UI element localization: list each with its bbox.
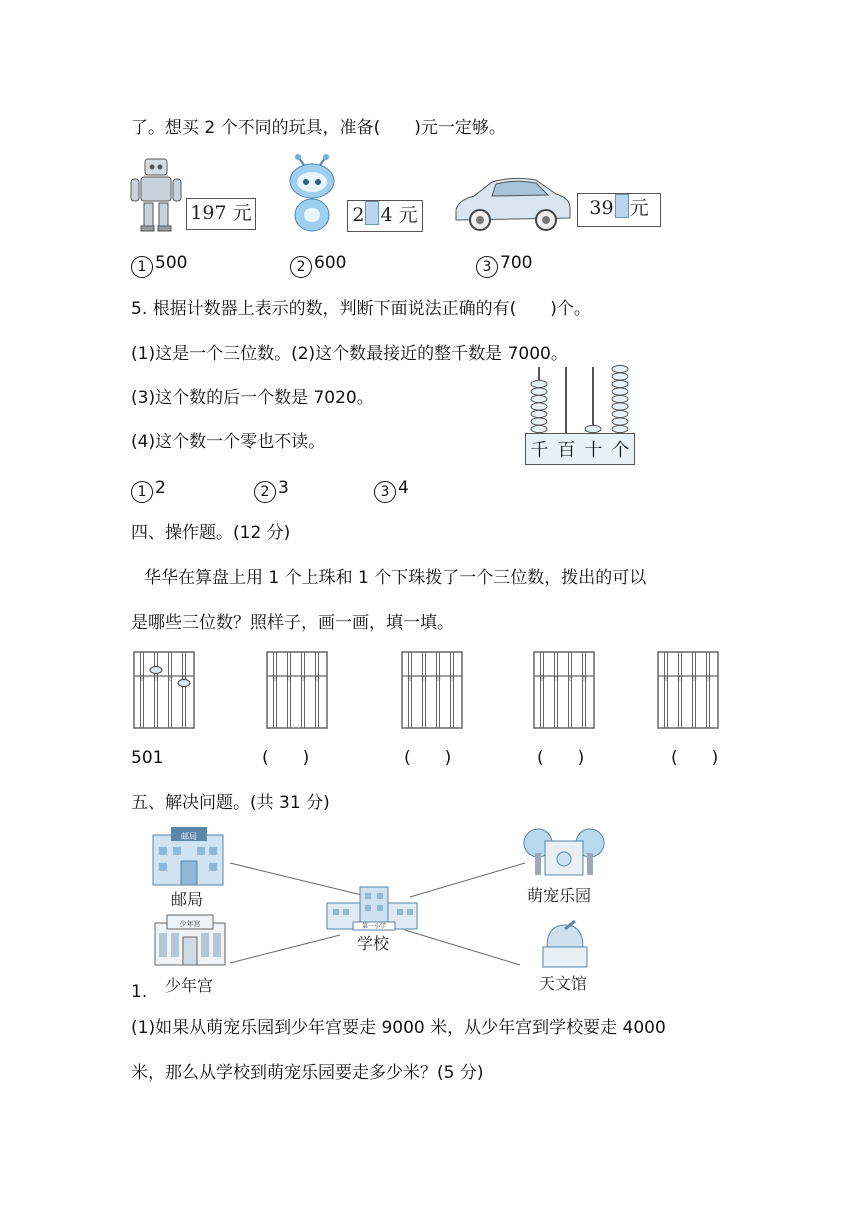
q5-option-3[interactable]	[374, 476, 409, 503]
option-value: 3	[278, 478, 289, 498]
map-label-post: 邮局	[171, 890, 204, 909]
q5-option-1[interactable]	[131, 476, 166, 503]
counter-bead	[531, 395, 547, 402]
counter-bead	[612, 410, 628, 417]
option-value: 500	[155, 253, 188, 273]
counter-bead	[612, 380, 628, 387]
counter-label-hundreds: 百	[557, 440, 576, 461]
counter-bead	[612, 425, 628, 432]
counter-label-bar	[525, 433, 635, 465]
abacus-blank-1[interactable]	[265, 650, 329, 730]
abacus-label: 个	[448, 676, 456, 683]
abacus-upper-bead	[150, 667, 162, 674]
abacus-label: 十	[566, 676, 574, 683]
observatory-icon	[543, 921, 587, 967]
abacus-example	[132, 650, 196, 730]
section4-title: 四、操作题。(12 分)	[131, 523, 291, 543]
abacus-label: 百	[152, 676, 160, 683]
section5-question-number: 1.	[131, 982, 148, 1002]
counter-bead	[585, 425, 601, 432]
abacus-answer-3[interactable]: ( )	[537, 748, 585, 768]
abacus-answer-4[interactable]: ( )	[671, 748, 719, 768]
abacus-label: 千	[271, 676, 279, 683]
counter-bead	[612, 373, 628, 380]
ink-blot-icon	[615, 194, 629, 218]
abacus-label: 十	[299, 676, 307, 683]
abacus-label: 千	[138, 676, 146, 683]
svg-text:少年宫: 少年宫	[179, 920, 201, 928]
counter-bead	[612, 365, 628, 372]
counter-bead	[531, 418, 547, 425]
doll-price-pre: 2	[352, 204, 365, 226]
car-price-post: 元	[629, 197, 649, 219]
q4-option-1[interactable]	[131, 251, 187, 278]
q5-statement-1-2: (1)这是一个三位数。(2)这个数最接近的整千数是 7000。	[131, 344, 568, 364]
abacus-label: 千	[538, 676, 546, 683]
robot-price: 197 元	[190, 202, 252, 224]
section5-title: 五、解决问题。(共 31 分)	[131, 793, 330, 813]
svg-text:第一小学: 第一小学	[361, 923, 387, 930]
abacus-label: 百	[420, 676, 428, 683]
counter-bead	[531, 380, 547, 387]
abacus-label: 十	[166, 676, 174, 683]
q5-option-2[interactable]	[254, 476, 289, 503]
svg-text:邮局: 邮局	[181, 832, 197, 841]
abacus-label: 百	[285, 676, 293, 683]
abacus-label: 个	[704, 676, 712, 683]
option-value: 700	[500, 253, 533, 273]
q4-option-2[interactable]	[290, 251, 346, 278]
car-price-tag	[577, 193, 661, 227]
counter-bead	[531, 410, 547, 417]
car-price-pre: 39	[589, 197, 614, 219]
abacus-label: 个	[313, 676, 321, 683]
abacus-label: 千	[662, 676, 670, 683]
section4-desc-line1: 华华在算盘上用 1 个上珠和 1 个下珠拨了一个三位数，拨出的可以	[144, 568, 647, 588]
ink-blot-icon	[365, 201, 379, 225]
abacus-label: 百	[552, 676, 560, 683]
section5-q1-line2: 米，那么从学校到萌宠乐园要走多少米？(5 分)	[131, 1063, 484, 1083]
counter-bead	[612, 388, 628, 395]
counter-bead	[531, 425, 547, 432]
option-circle-icon: 3	[374, 481, 396, 503]
abacus-answer-example: 501	[131, 748, 164, 768]
option-value: 2	[155, 478, 166, 498]
abacus-answer-2[interactable]: ( )	[404, 748, 452, 768]
option-value: 4	[398, 478, 409, 498]
map-label-observatory: 天文馆	[539, 974, 588, 993]
counter-bead	[612, 403, 628, 410]
doll-robot-image	[282, 155, 342, 233]
abacus-label: 十	[434, 676, 442, 683]
q5-text: 5. 根据计数器上表示的数，判断下面说法正确的有( )个。	[131, 299, 591, 319]
abacus-label: 十	[690, 676, 698, 683]
map-label-school: 学校	[357, 934, 390, 953]
option-value: 600	[314, 253, 347, 273]
abacus-blank-2[interactable]	[400, 650, 464, 730]
counter-bead	[531, 388, 547, 395]
abacus-label: 千	[406, 676, 414, 683]
counter-label-tens: 十	[584, 440, 603, 461]
abacus-lower-bead	[178, 680, 190, 687]
q5-statement-3: (3)这个数的后一个数是 7020。	[131, 388, 374, 408]
option-circle-icon: 3	[476, 256, 498, 278]
q4-option-3[interactable]	[476, 251, 532, 278]
car-image	[452, 174, 574, 234]
route-map	[145, 825, 615, 995]
counter-label-ones: 个	[611, 440, 630, 461]
counter-bead	[531, 403, 547, 410]
map-label-park: 萌宠乐园	[527, 886, 592, 905]
q5-statement-4: (4)这个数一个零也不读。	[131, 432, 326, 452]
section5-q1-line1: (1)如果从萌宠乐园到少年宫要走 9000 米，从少年宫到学校要走 4000	[131, 1018, 666, 1038]
abacus-blank-4[interactable]	[656, 650, 720, 730]
map-label-youth-palace: 少年宫	[165, 976, 214, 995]
option-circle-icon: 2	[290, 256, 312, 278]
option-circle-icon: 1	[131, 256, 153, 278]
abacus-answer-1[interactable]: ( )	[262, 748, 310, 768]
doll-price-post: 4 元	[380, 204, 418, 226]
counter-bead	[612, 395, 628, 402]
robot-image	[128, 155, 184, 233]
abacus-blank-3[interactable]	[532, 650, 596, 730]
robot-price-tag	[186, 198, 256, 230]
doll-price-tag	[347, 200, 423, 232]
abacus-label: 百	[676, 676, 684, 683]
counter-label-thousands: 千	[530, 440, 549, 461]
option-circle-icon: 2	[254, 481, 276, 503]
q4-text: 了。想买 2 个不同的玩具，准备( )元一定够。	[131, 118, 506, 138]
counter-bead	[612, 418, 628, 425]
section4-desc-line2: 是哪些三位数？照样子，画一画，填一填。	[131, 613, 454, 633]
option-circle-icon: 1	[131, 481, 153, 503]
abacus-label: 个	[580, 676, 588, 683]
pet-park-icon	[524, 829, 604, 875]
